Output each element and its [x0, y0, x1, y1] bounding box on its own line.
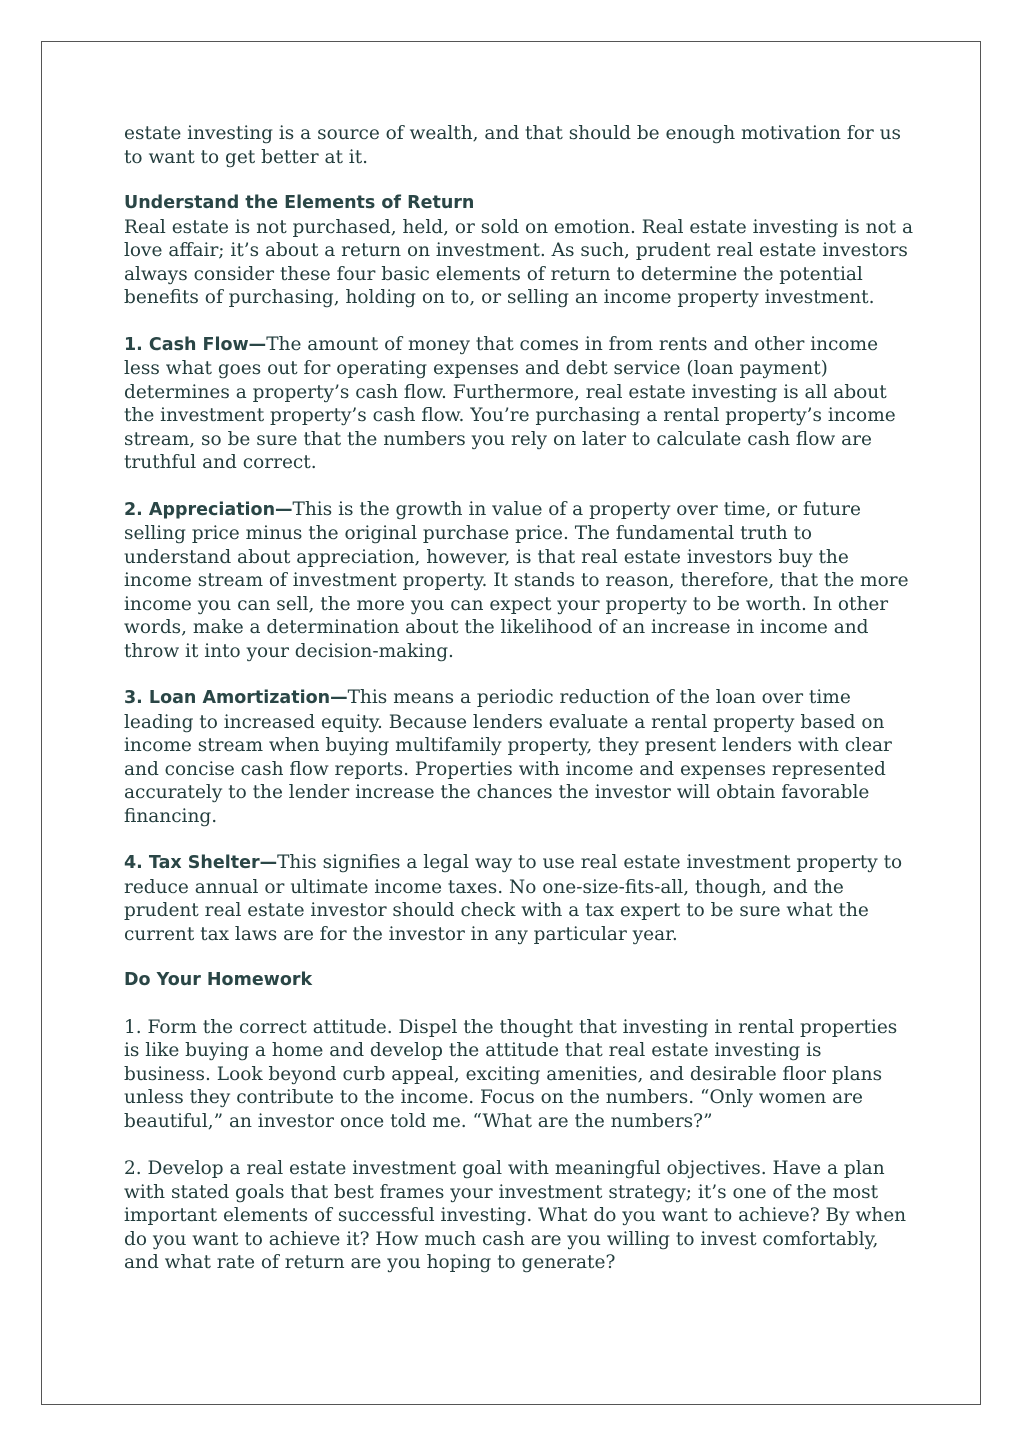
- list-item-cash-flow: [124, 333, 914, 475]
- list-item-appreciation: [124, 498, 914, 664]
- list-item-text: This signifies a legal way to use real estate investment property to reduce annual or ultimate income taxes. No one-size-fits-all, though, and the prudent real estate investor should check with a tax expert to be sure what the current tax laws are for the investor in any particular year.: [124, 852, 903, 945]
- list-item-lead: 3. Loan Amortization—: [124, 688, 348, 708]
- homework-item-goal: 2. Develop a real estate investment goal with meaningful objectives. Have a plan with stated goals that best frames your investment strategy; it’s one of the most important elements of successful investing. What do you want to achieve? By when do you want to achieve it? How much cash are you willing to invest comfortably, and what rate of return are you hoping to generate?: [124, 1158, 907, 1273]
- list-item-text: This is the growth in value of a property over time, or future selling price minus the original purchase price. The fundamental truth to understand about appreciation, however, is that real estate investors buy the income stream of investment property. It stands to reason, therefore, that the more income you can sell, the more you can expect your property to be worth. In other words, make a determination about the likelihood of an increase in income and throw it into your decision-making.: [124, 498, 909, 662]
- list-item-lead: 4. Tax Shelter—: [124, 853, 278, 873]
- homework-item-attitude: 1. Form the correct attitude. Dispel the thought that investing in rental properties is like buying a home and develop the attitude that real estate investing is business. Look beyond curb appeal, exciting amenities, and desirable floor plans unless they contribute to the income. Focus on the numbers. “Only women are beautiful,” an investor once told me. “What are the numbers?”: [124, 1016, 898, 1132]
- list-item-text: The amount of money that comes in from rents and other income less what goes out for operating expenses and debt service (loan payment) determines a property’s cash flow. Furthermore, real estate investing is all about the investment property’s cash flow. You’re purchasing a rental property’s income stream, so be sure that the numbers you rely on later to calculate cash flow are truthful and correct.: [124, 333, 896, 473]
- list-item-lead: 1. Cash Flow—: [124, 334, 267, 355]
- section-intro-paragraph: Real estate is not purchased, held, or sold on emotion. Real estate investing is not a love affair; it’s about a return on investment. As such, prudent real estate investors always consider these four basic elements of return to determine the potential benefits of purchasing, holding on to, or selling an income property investment.: [124, 216, 914, 308]
- list-item-tax-shelter: [124, 851, 914, 946]
- list-item-text: This means a periodic reduction of the loan over time leading to increased equity. Because lenders evaluate a rental property based on income stream when buying multifamily property, they present lenders with clear and concise cash flow reports. Properties with income and expenses represented accurately to the lender increase the chances the investor will obtain favorable financing.: [124, 687, 892, 827]
- intro-paragraph: estate investing is a source of wealth, and that should be enough motivation for us to want to get better at it.: [124, 123, 901, 168]
- list-item-lead: 2. Appreciation—: [124, 499, 293, 520]
- section-heading-do-your-homework: Do Your Homework: [124, 970, 313, 990]
- section-heading-elements-of-return: Understand the Elements of Return: [124, 193, 475, 213]
- document-body: [124, 122, 914, 1275]
- list-item-loan-amortization: [124, 686, 914, 828]
